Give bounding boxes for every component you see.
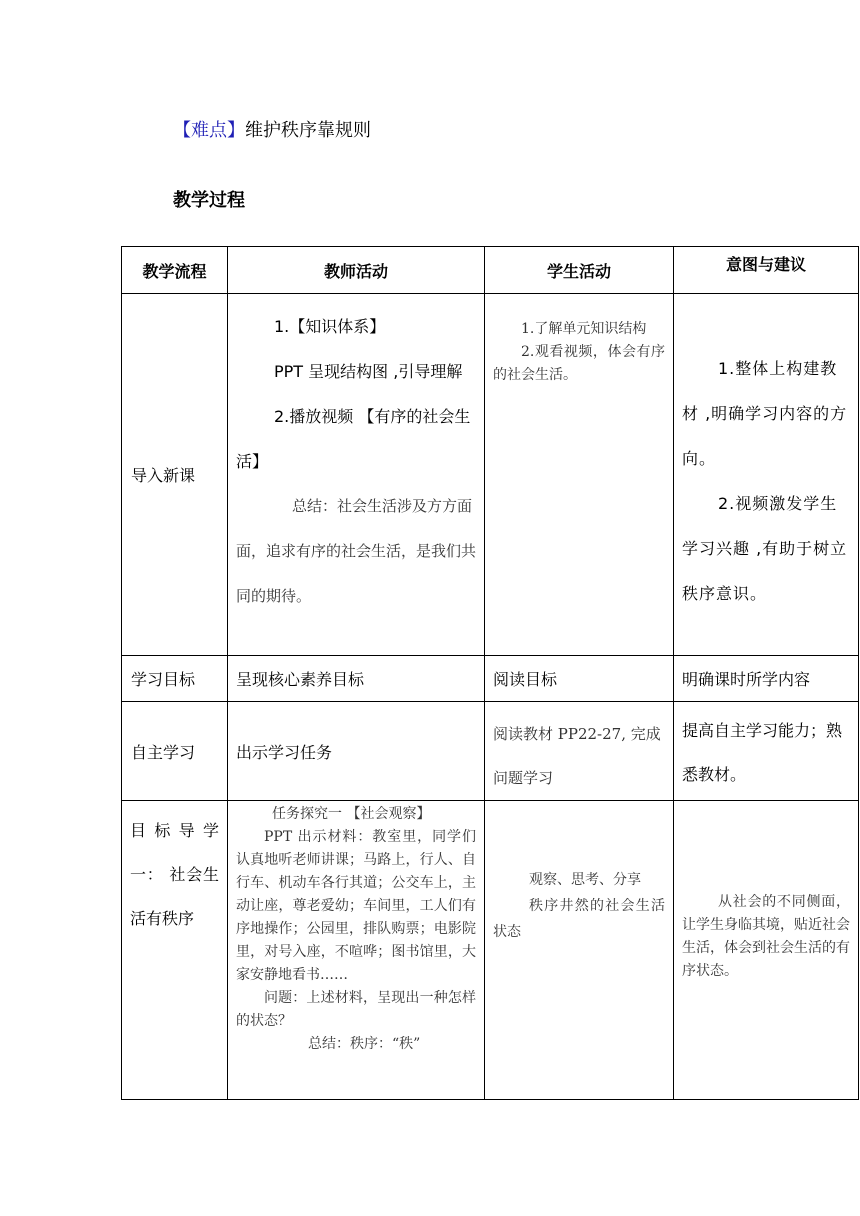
teaching-process-table [121,246,859,1100]
intent-cell [674,801,859,1100]
intent-cell: 提高自主学习能力；熟悉教材。 [674,702,859,801]
student-cell [485,801,674,1100]
flow-cell [122,801,228,1100]
flow-cell: 学习目标 [122,656,228,702]
intent-item: 2.视频激发学生学习兴趣 ,有助于树立秩序意识。 [682,494,848,603]
flow-cell: 自主学习 [122,702,228,801]
table-row [122,702,859,801]
teacher-question: 问题：上述材料，呈现出一种怎样的状态？ [236,990,476,1029]
teacher-summary: 总结：秩序：“秩” [308,1036,421,1052]
table-header-row [122,247,859,294]
teacher-material: PPT 出示材料：教室里，同学们认真地听老师讲课；马路上，行人、自行车、机动车各行其道；公交车上，主动让座，尊老爱幼；车间里，工人们有序地操作；公园里，排队购票；电影院里，对号入座，不喧哗；图书馆里，大家安静地看书…… [236,829,476,983]
student-item: 1.了解单元知识结构 [521,321,647,337]
student-item: 秩序井然的社会生活状态 [493,898,665,940]
student-cell: 阅读目标 [485,656,674,702]
teacher-cell: 呈现核心素养目标 [228,656,485,702]
flow-label: 目标导学一： 社会生活有秩序 [130,821,219,928]
student-cell [485,294,674,656]
difficulty-line [173,116,371,142]
teacher-cell [228,801,485,1100]
teacher-item: 2.播放视频 【有序的社会生活】 [236,407,471,471]
teacher-summary: 总结：社会生活涉及方方面面，追求有序的社会生活，是我们共同的期待。 [236,497,477,605]
flow-cell [122,294,228,656]
table-row [122,656,859,702]
difficulty-text: 维护秩序靠规则 [245,120,371,141]
teacher-cell: 出示学习任务 [228,702,485,801]
header-teacher: 教师活动 [228,247,485,294]
header-flow: 教学流程 [122,247,228,294]
teacher-item: 1.【知识体系】 [274,317,386,336]
intent-item: 从社会的不同侧面，让学生身临其境，贴近社会生活，体会到社会生活的有序状态。 [682,894,850,979]
header-intent: 意图与建议 [674,247,859,294]
teacher-cell [228,294,485,656]
intent-cell [674,294,859,656]
difficulty-tag: 【难点】 [173,120,245,141]
process-heading: 教学过程 [173,190,245,211]
flow-label: 导入新课 [131,466,196,485]
intent-cell: 明确课时所学内容 [674,656,859,702]
teacher-task-title: 任务探究一 【社会观察】 [272,806,431,822]
student-item: 观察、思考、分享 [529,872,641,888]
header-student: 学生活动 [485,247,674,294]
table-row [122,801,859,1100]
teacher-item: PPT 呈现结构图 ,引导理解 [274,362,463,381]
student-cell: 阅读教材 PP22-27, 完成问题学习 [485,702,674,801]
table-row [122,294,859,656]
student-item: 2.观看视频，体会有序的社会生活。 [493,344,665,383]
intent-item: 1.整体上构建教材 ,明确学习内容的方向。 [682,359,848,468]
